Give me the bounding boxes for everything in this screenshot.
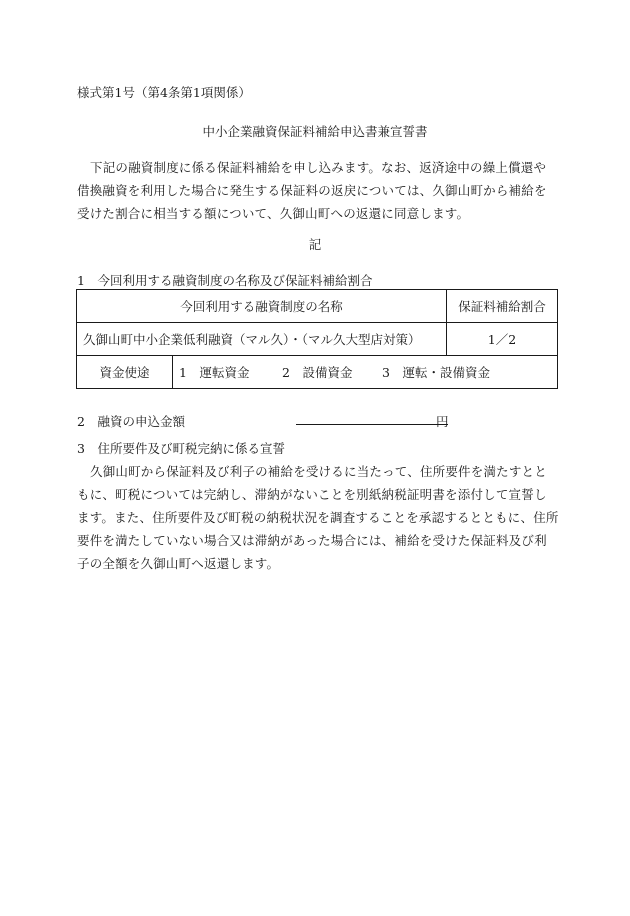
rate-header: 保証料補給割合 <box>447 290 558 323</box>
system-name-header: 今回利用する融資制度の名称 <box>77 290 447 323</box>
fund-use-option-both[interactable]: 3 運転・設備資金 <box>382 365 490 380</box>
fund-use-label: 資金使途 <box>77 356 173 389</box>
ki-heading: 記 <box>308 237 322 252</box>
declaration-paragraph: 久御山町から保証料及び利子の補給を受けるに当たって、住所要件を満たすとともに、町税については完納し、滞納がないことを別紙納税証明書を添付して宣誓します。また、住所要件及び町税の納税状況を調査することを承認するとともに、住所要件を満たしていない場合又は滞納があった場合には、補給を受けた保証料及び利子の全額を久御山町へ返還します。 <box>77 464 559 571</box>
system-name-cell: 久御山町中小企業低利融資（マル久）・（マル久大型店対策） <box>77 323 447 356</box>
section1-heading: 1 今回利用する融資制度の名称及び保証料補給割合 <box>77 273 373 288</box>
table-row <box>77 323 558 356</box>
yen-unit: 円 <box>436 414 449 429</box>
rate-cell: 1／2 <box>447 323 558 356</box>
section3-heading: 3 住所要件及び町税完納に係る宣誓 <box>77 441 285 456</box>
document-title: 中小企業融資保証料補給申込書兼宣誓書 <box>202 124 428 139</box>
fund-use-row <box>77 356 558 389</box>
loan-system-table <box>76 289 558 389</box>
fund-use-options <box>173 356 558 389</box>
amount-field[interactable] <box>296 424 448 425</box>
section2-heading: 2 融資の申込金額 <box>77 414 185 429</box>
intro-paragraph: 下記の融資制度に係る保証料補給を申し込みます。なお、返済途中の繰上償還や借換融資を利用した場合に発生する保証料の返戻については、久御山町から補給を受けた割合に相当する額について、久御山町への返還に同意します。 <box>77 160 547 221</box>
form-number: 様式第1号（第4条第1項関係） <box>77 85 251 100</box>
table-header-row <box>77 290 558 323</box>
fund-use-option-operating[interactable]: 1 運転資金 <box>179 365 250 380</box>
fund-use-option-equipment[interactable]: 2 設備資金 <box>282 365 353 380</box>
